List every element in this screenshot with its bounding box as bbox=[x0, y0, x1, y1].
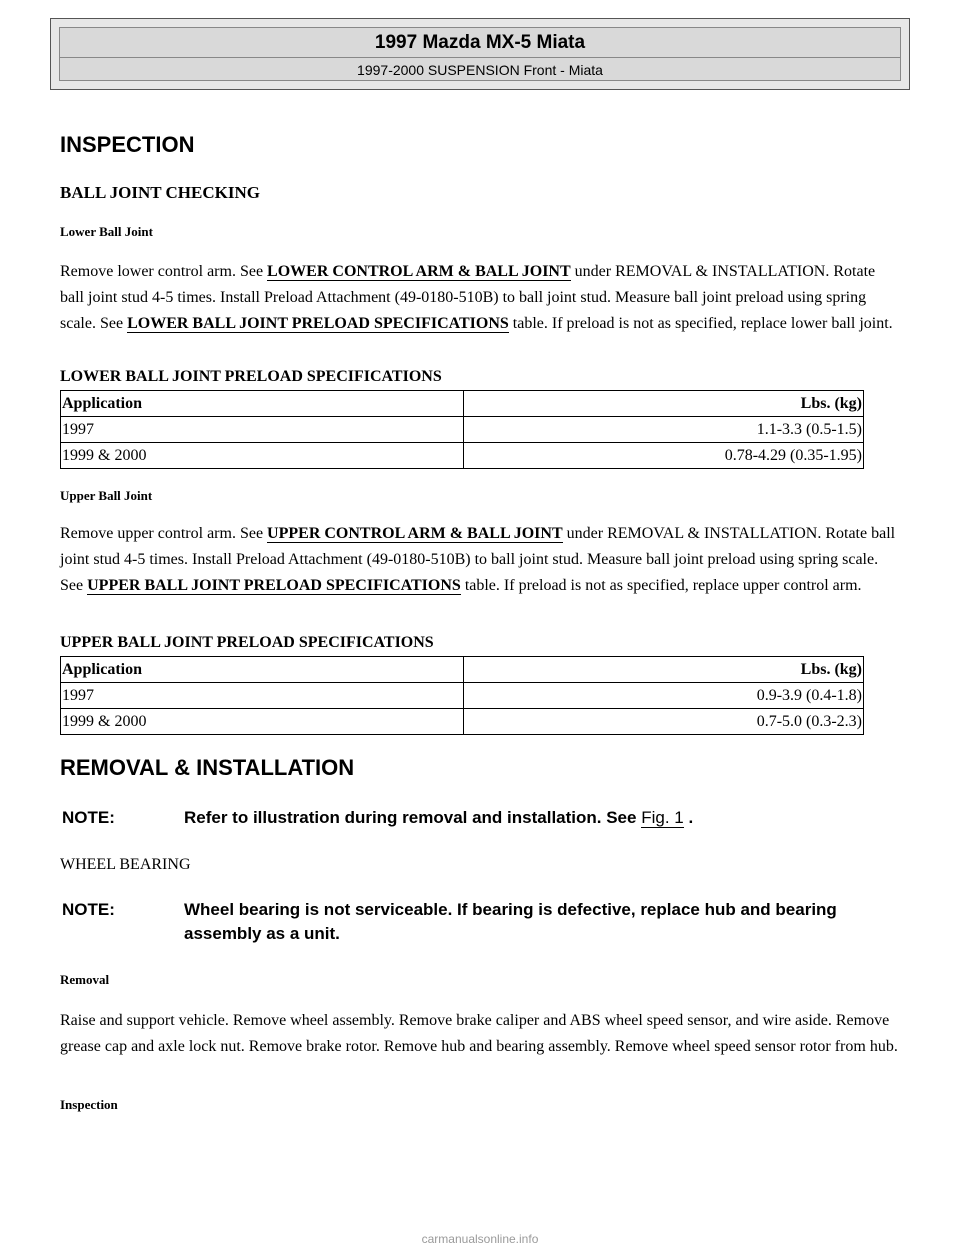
table-title-lower-preload: LOWER BALL JOINT PRELOAD SPECIFICATIONS bbox=[60, 368, 442, 385]
cell-application: 1999 & 2000 bbox=[61, 709, 464, 735]
cell-value: 0.9-3.9 (0.4-1.8) bbox=[464, 683, 864, 709]
document-subtitle: 1997-2000 SUSPENSION Front - Miata bbox=[357, 62, 603, 78]
watermark-footer: carmanualsonline.info bbox=[421, 1232, 539, 1246]
subsection-heading-ball-joint: BALL JOINT CHECKING bbox=[60, 183, 260, 202]
note-label: NOTE: bbox=[62, 808, 115, 827]
cell-value: 0.78-4.29 (0.35-1.95) bbox=[464, 443, 864, 469]
document-header bbox=[50, 18, 910, 90]
link-upper-control-arm[interactable]: UPPER CONTROL ARM & BALL JOINT bbox=[267, 525, 563, 542]
heading-inspection-sub: Inspection bbox=[60, 1097, 118, 1112]
table-row bbox=[61, 417, 864, 443]
link-upper-preload-specs[interactable]: UPPER BALL JOINT PRELOAD SPECIFICATIONS bbox=[87, 577, 461, 594]
heading-upper-ball-joint: Upper Ball Joint bbox=[60, 488, 153, 503]
document-title: 1997 Mazda MX-5 Miata bbox=[374, 32, 586, 53]
paragraph-upper-ball-joint: Remove upper control arm. See UPPER CONTROL ARM & BALL JOINT under REMOVAL & INSTALLATION. Rotate ball joint stud 4-5 times. Install Preload Attachment (49-0180-510B) to ball joint stud. Measure ball joint preload using spring scale. See UPPER BALL JOINT PRELOAD SPECIFICATIONS table. If preload is not as specified, replace upper control arm. bbox=[60, 525, 896, 594]
column-header-lbs-kg: Lbs. (kg) bbox=[464, 657, 864, 683]
paragraph-lower-ball-joint: Remove lower control arm. See LOWER CONTROL ARM & BALL JOINT under REMOVAL & INSTALLATION. Rotate ball joint stud 4-5 times. Install Preload Attachment (49-0180-510B) to ball joint stud. Measure ball joint preload using spring scale. See LOWER BALL JOINT PRELOAD SPECIFICATIONS table. If preload is not as specified, replace lower ball joint. bbox=[60, 263, 893, 332]
note-text: Wheel bearing is not serviceable. If bearing is defective, replace hub and bearing assembly as a unit. bbox=[184, 900, 837, 943]
table-row bbox=[61, 709, 864, 735]
link-lower-control-arm[interactable]: LOWER CONTROL ARM & BALL JOINT bbox=[267, 263, 571, 280]
paragraph-removal: Raise and support vehicle. Remove wheel assembly. Remove brake caliper and ABS wheel speed sensor, and wire aside. Remove grease cap and axle lock nut. Remove brake rotor. Remove hub and bearing assembly. Remove wheel speed sensor rotor from hub. bbox=[60, 1012, 898, 1055]
note-text: Refer to illustration during removal and installation. See Fig. 1 . bbox=[184, 808, 694, 827]
table-header-row bbox=[61, 391, 864, 417]
cell-value: 0.7-5.0 (0.3-2.3) bbox=[464, 709, 864, 735]
heading-lower-ball-joint: Lower Ball Joint bbox=[60, 224, 153, 239]
table-row bbox=[61, 443, 864, 469]
cell-application: 1997 bbox=[61, 683, 464, 709]
link-lower-preload-specs[interactable]: LOWER BALL JOINT PRELOAD SPECIFICATIONS bbox=[127, 315, 509, 332]
header-inner-frame bbox=[59, 27, 901, 81]
section-heading-inspection: INSPECTION bbox=[60, 132, 195, 157]
column-header-application: Application bbox=[61, 391, 464, 417]
note-label: NOTE: bbox=[62, 900, 115, 919]
table-title-upper-preload: UPPER BALL JOINT PRELOAD SPECIFICATIONS bbox=[60, 634, 434, 651]
table-header-row bbox=[61, 657, 864, 683]
heading-removal: Removal bbox=[60, 972, 110, 987]
cell-value: 1.1-3.3 (0.5-1.5) bbox=[464, 417, 864, 443]
header-divider bbox=[60, 57, 900, 58]
cell-application: 1997 bbox=[61, 417, 464, 443]
column-header-lbs-kg: Lbs. (kg) bbox=[464, 391, 864, 417]
link-fig-1[interactable]: Fig. 1 bbox=[641, 808, 684, 827]
heading-wheel-bearing: WHEEL BEARING bbox=[60, 856, 191, 873]
cell-application: 1999 & 2000 bbox=[61, 443, 464, 469]
table-row bbox=[61, 683, 864, 709]
section-heading-removal-installation: REMOVAL & INSTALLATION bbox=[60, 755, 355, 780]
table-lower-preload bbox=[60, 390, 864, 469]
table-upper-preload bbox=[60, 656, 864, 735]
column-header-application: Application bbox=[61, 657, 464, 683]
